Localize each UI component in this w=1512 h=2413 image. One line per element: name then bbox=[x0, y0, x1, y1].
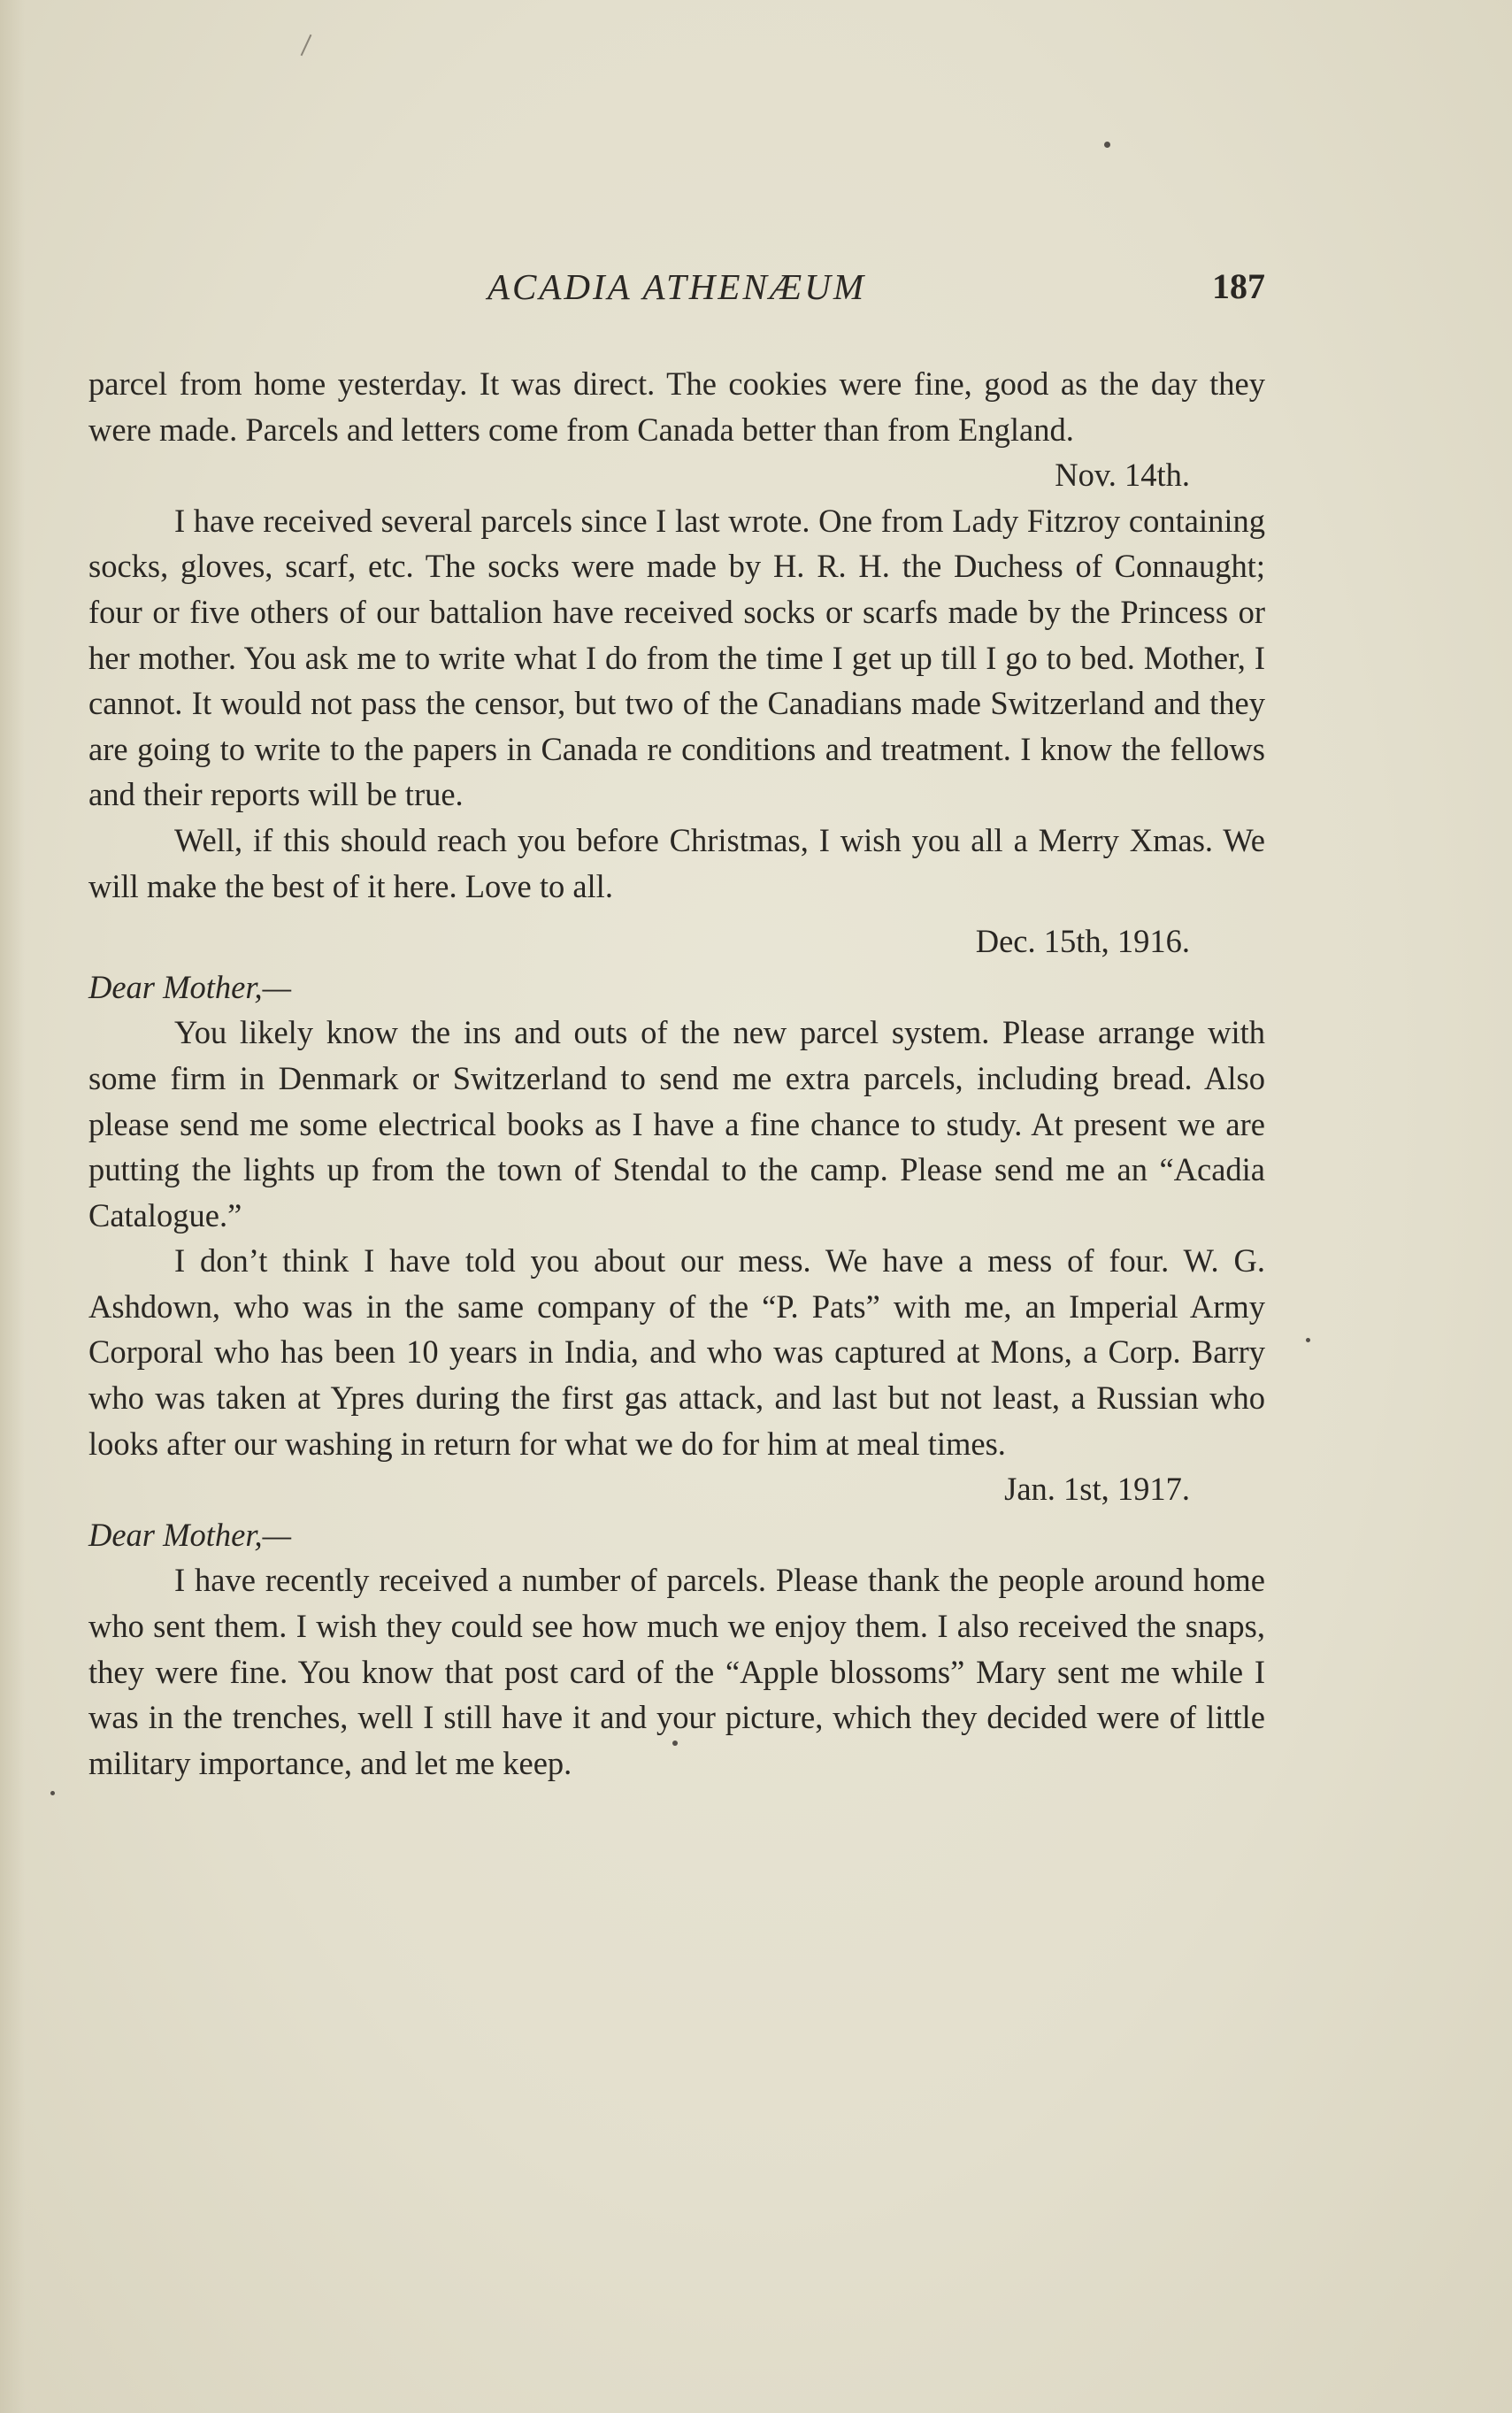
ink-speck bbox=[50, 1791, 55, 1795]
letter-text bbox=[88, 361, 1265, 1786]
paragraph: parcel from home yesterday. It was direct. The cookies were fine, good as the day they were made. Parcels and letters come from Canada better than from England. bbox=[88, 365, 1265, 448]
paragraph: I don’t think I have told you about our mess. We have a mess of four. W. G. Ashdown, who was in the same company of the “P. Pats” with me, an Imperial Army Corporal who has been 10 years in India, and who was captured at Mons, a Corp. Barry who was taken at Ypres during the first gas attack, and last but not least, a Russian who looks after our washing in return for what we do for him at meal times. bbox=[88, 1242, 1265, 1462]
dateline: Dec. 15th, 1916. bbox=[975, 923, 1190, 960]
paragraph: I have received several parcels since I last wrote. One from Lady Fitzroy containing socks, gloves, scarf, etc. The socks were made by H. R. H. the Duchess of Connaught; four or five others of our battalion have received socks or scarfs made by the Princess or her mother. You ask me to write what I do from the time I get up till I go to bed. Mother, I cannot. It would not pass the censor, but two of the Canadians made Switzerland and they are going to write to the papers in Canada re conditions and treatment. I know the fellows and their reports will be true. bbox=[88, 502, 1265, 813]
dateline: Nov. 14th. bbox=[1055, 457, 1190, 494]
dateline: Jan. 1st, 1917. bbox=[1004, 1471, 1190, 1508]
running-head bbox=[88, 265, 1265, 319]
ink-speck bbox=[1104, 142, 1110, 148]
salutation: Dear Mother,— bbox=[88, 968, 292, 1005]
running-title: ACADIA ATHENÆUM bbox=[487, 266, 867, 307]
page-number: 187 bbox=[1212, 266, 1265, 306]
paragraph: I have recently received a number of parcels. Please thank the people around home who sent them. I wish they could see how much we enjoy them. I also received the snaps, they were fine. You know that post card of the “Apple blossoms” Mary sent me while I was in the trenches, well I still have it and your picture, which they decided were of little military importance, and let me keep. bbox=[88, 1562, 1265, 1781]
paragraph: Well, if this should reach you before Christmas, I wish you all a Merry Xmas. We will make the best of it here. Love to all. bbox=[88, 821, 1265, 904]
ink-speck bbox=[1306, 1338, 1310, 1342]
paragraph: You likely know the ins and outs of the new parcel system. Please arrange with some firm in Denmark or Switzerland to send me extra parcels, including bread. Also please send me some electrical books as I have a fine chance to study. At present we are putting the lights up from the town of Stendal to the camp. Please send me an “Acadia Catalogue.” bbox=[88, 1014, 1265, 1233]
page-gutter-shadow bbox=[0, 0, 25, 2413]
salutation: Dear Mother,— bbox=[88, 1516, 292, 1553]
